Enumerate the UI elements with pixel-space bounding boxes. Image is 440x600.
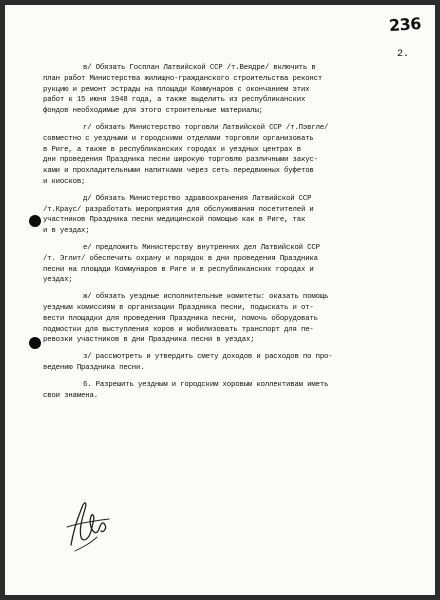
text-line: и киосков;	[43, 177, 86, 186]
text-line: 6. Разрешить уездным и городским хоровым коллективам иметь	[83, 380, 329, 389]
text-line: в Риге, а также в республиканских городах и уездных центрах в	[43, 145, 301, 154]
text-line: свои знамена.	[43, 391, 98, 400]
paragraph-item-z	[43, 352, 419, 374]
text-line: подмостки для выступления хоров и мобилизовать транспорт для пе-	[43, 325, 314, 334]
paragraph-item-g	[43, 123, 419, 188]
text-line: уездным комиссиям в организации Праздника песни, подыскать и от-	[43, 303, 314, 312]
text-line: дни проведения Праздника песни широкую торговлю различными закус-	[43, 156, 318, 165]
text-line: работ к 15 июня 1948 года, а также выделить из республиканских	[43, 96, 306, 105]
text-line: ревозки участников в дни Праздника песни в уездах;	[43, 336, 255, 345]
text-line: з/ рассмотреть и утвердить смету доходов и расходов по про-	[83, 353, 333, 362]
archive-folio-number: 236	[388, 13, 422, 36]
text-line: г/ обязать Министерство торговли Латвийской ССР /т.Пэвгле/	[83, 123, 329, 132]
document-page	[5, 5, 435, 595]
text-line: ж/ обязать уездные исполнительные комитеты: оказать помощь	[83, 293, 329, 302]
text-line: /т. Эглит/ обеспечить охрану и порядок в дни проведения Праздника	[43, 254, 318, 263]
text-line: вести площадки для проведения Праздника песни, помочь оборудовать	[43, 314, 318, 323]
text-line: песни на площади Коммунаров в Риге и в республиканских городах и	[43, 265, 314, 274]
binder-hole-top	[29, 215, 41, 227]
paragraph-item-zh	[43, 292, 419, 346]
document-body	[43, 63, 419, 401]
text-line: д/ Обязать Министерство здравоохранения Латвийской ССР	[83, 194, 312, 203]
page-number: 2.	[396, 49, 409, 60]
paragraph-item-v	[43, 63, 419, 117]
text-line: участников Праздника песни медицинской помощью как в Риге, так	[43, 216, 306, 225]
text-line: совместно с уездными и городскими отделами торговли организовать	[43, 134, 314, 143]
text-line: в/ Обязать Госплан Латвийской ССР /т.Веядре/ включить в	[83, 64, 316, 72]
text-line: /т.Краус/ разработать мероприятия для обслуживания посетителей и	[43, 205, 314, 214]
paragraph-item-e	[43, 243, 419, 286]
text-line: и в уездах;	[43, 227, 90, 236]
text-line: фондов необходимые для этого строительные материалы;	[43, 107, 263, 116]
paragraph-item-6	[43, 380, 419, 402]
binder-hole-bottom	[29, 337, 41, 349]
paragraph-item-d	[43, 194, 419, 237]
text-line: е/ предложить Министерству внутренних дел Латвийской ССР	[83, 243, 320, 252]
text-line: ками и прохладительными напитками через сеть передвижных буфетов	[43, 167, 314, 176]
text-line: рукцию и ремонт эстрады на площади Коммунаров с окончанием этих	[43, 85, 310, 94]
text-line: ведению Праздника песни.	[43, 363, 145, 372]
text-line: уездах;	[43, 276, 73, 285]
text-line: план работ Министерства жилищно-гражданского строительства реконст	[43, 74, 323, 83]
handwritten-signature	[63, 493, 115, 553]
